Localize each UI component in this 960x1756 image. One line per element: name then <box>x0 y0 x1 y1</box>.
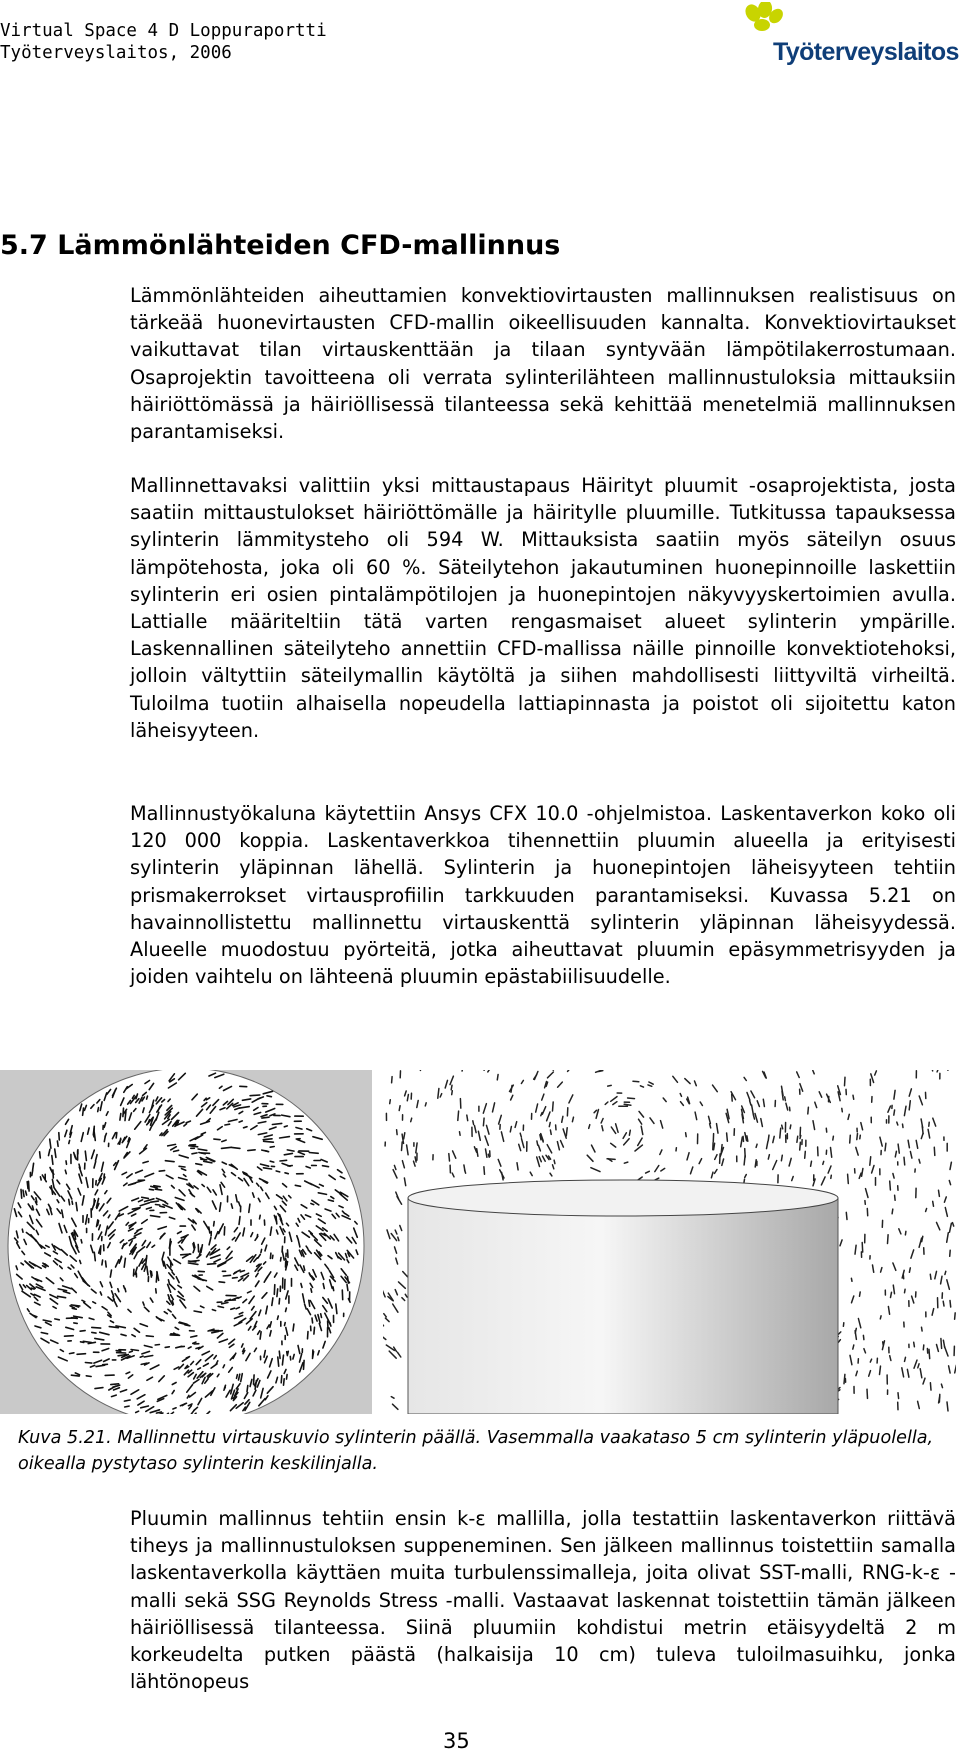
header-organization-year: Työterveyslaitos, 2006 <box>0 43 232 63</box>
figure-vertical-plane <box>383 1070 956 1414</box>
paragraph-2: Mallinnettavaksi valittiin yksi mittaustapaus Häirityt pluumit -osaprojektista, josta saatiin mittaustulokset häiriöttömälle ja häiritylle pluumille. Tutkitussa tapauksessa sylinterin lämmitysteho oli 594 W. Mittauksista saatiin myös säteilyn osuus lämpötehosta, joka oli 60 %. Säteilytehon jakautuminen huonepinnoille laskettiin sylinterin eri osien pintalämpötilojen ja huonepintojen näkyvyyskertoimien avulla. Lattialle määriteltiin tätä varten rengasmaiset alueet sylinterin ympärille. Laskennallinen säteilyteho annettiin CFD-mallissa näille pinnoille konvektiotehoksi, jolloin vältyttiin säteilymallin käytöltä ja siihen mahdollisesti liittyviltä virheiltä. Tuloilma tuotiin alhaisella nopeudella lattiapinnasta ja poistot oli sijoitettu katon läheisyyteen. <box>130 474 956 742</box>
vertical-plane-vector-plot <box>383 1070 956 1414</box>
page-number: 35 <box>443 1729 470 1753</box>
figure-caption: Kuva 5.21. Mallinnettu virtauskuvio sylinterin päällä. Vasemmalla vaakataso 5 cm sylinterin yläpuolella, oikealla pystytaso sylinterin keskilinjalla. <box>18 1428 934 1474</box>
logo-wordmark: Työterveyslaitos <box>773 38 959 66</box>
paragraph-3: Mallinnustyökaluna käytettiin Ansys CFX 10.0 -ohjelmistoa. Laskentaverkon koko oli 120 000 koppia. Laskentaverkkoa tihennettiin pluumin alueella ja erityisesti sylinterin yläpinnan lähellä. Sylinterin ja huonepintojen läheisyyteen tehtiin prismakerrokset virtausprofiilin tarkkuuden parantamiseksi. Kuvassa 5.21 on havainnollistettu mallinnettu virtauskenttä sylinterin yläpinnan läheisyydessä. Alueelle muodostuu pyörteitä, jotka aiheuttavat pluumin epäsymmetrisyyden ja joiden vaihtelu on lähteenä pluumin epästabiilisuudelle. <box>130 802 956 989</box>
logo-emblem-icon <box>740 2 800 42</box>
document-header <box>0 20 327 64</box>
cylinder-shape <box>408 1180 838 1414</box>
horizontal-plane-vector-plot <box>0 1070 372 1414</box>
paragraph-4: Pluumin mallinnus tehtiin ensin k-ε mallilla, jolla testattiin laskentaverkon riittävä tiheys ja mallinnustuloksen suppeneminen. Sen jälkeen mallinnus toistettiin samalla laskentaverkolla käyttäen muita turbulenssimalleja, joita olivat SST-malli, RNG-k-ε -malli sekä SSG Reynolds Stress -malli. Vastaavat laskennat toistettiin tämän jälkeen häiriöllisessä tilanteessa. Siinä pluumiin kohdistui metrin etäisyydeltä 2 m korkeudelta putken päästä (halkaisija 10 cm) tuleva tuloilmasuihku, jonka lähtönopeus <box>130 1507 956 1694</box>
tyoterveyslaitos-logo <box>740 2 959 68</box>
section-heading: 5.7 Lämmönlähteiden CFD-mallinnus <box>0 230 561 261</box>
header-title: Virtual Space 4 D Loppuraportti <box>0 21 327 41</box>
paragraph-1: Lämmönlähteiden aiheuttamien konvektiovirtausten mallinnuksen realistisuus on tärkeää huonevirtausten CFD-mallin oikeellisuuden kannalta. Konvektiovirtaukset vaikuttavat tilan virtauskenttään ja tilaan syntyvään lämpötilakerrostumaan. Osaprojektin tavoitteena oli verrata sylinterilähteen mallinnustuloksia mittauksiin häiriöttömässä ja häiriöllisessä tilanteessa sekä kehittää menetelmiä mallinnuksen parantamiseksi. <box>130 284 956 444</box>
figure-horizontal-plane <box>0 1070 372 1414</box>
